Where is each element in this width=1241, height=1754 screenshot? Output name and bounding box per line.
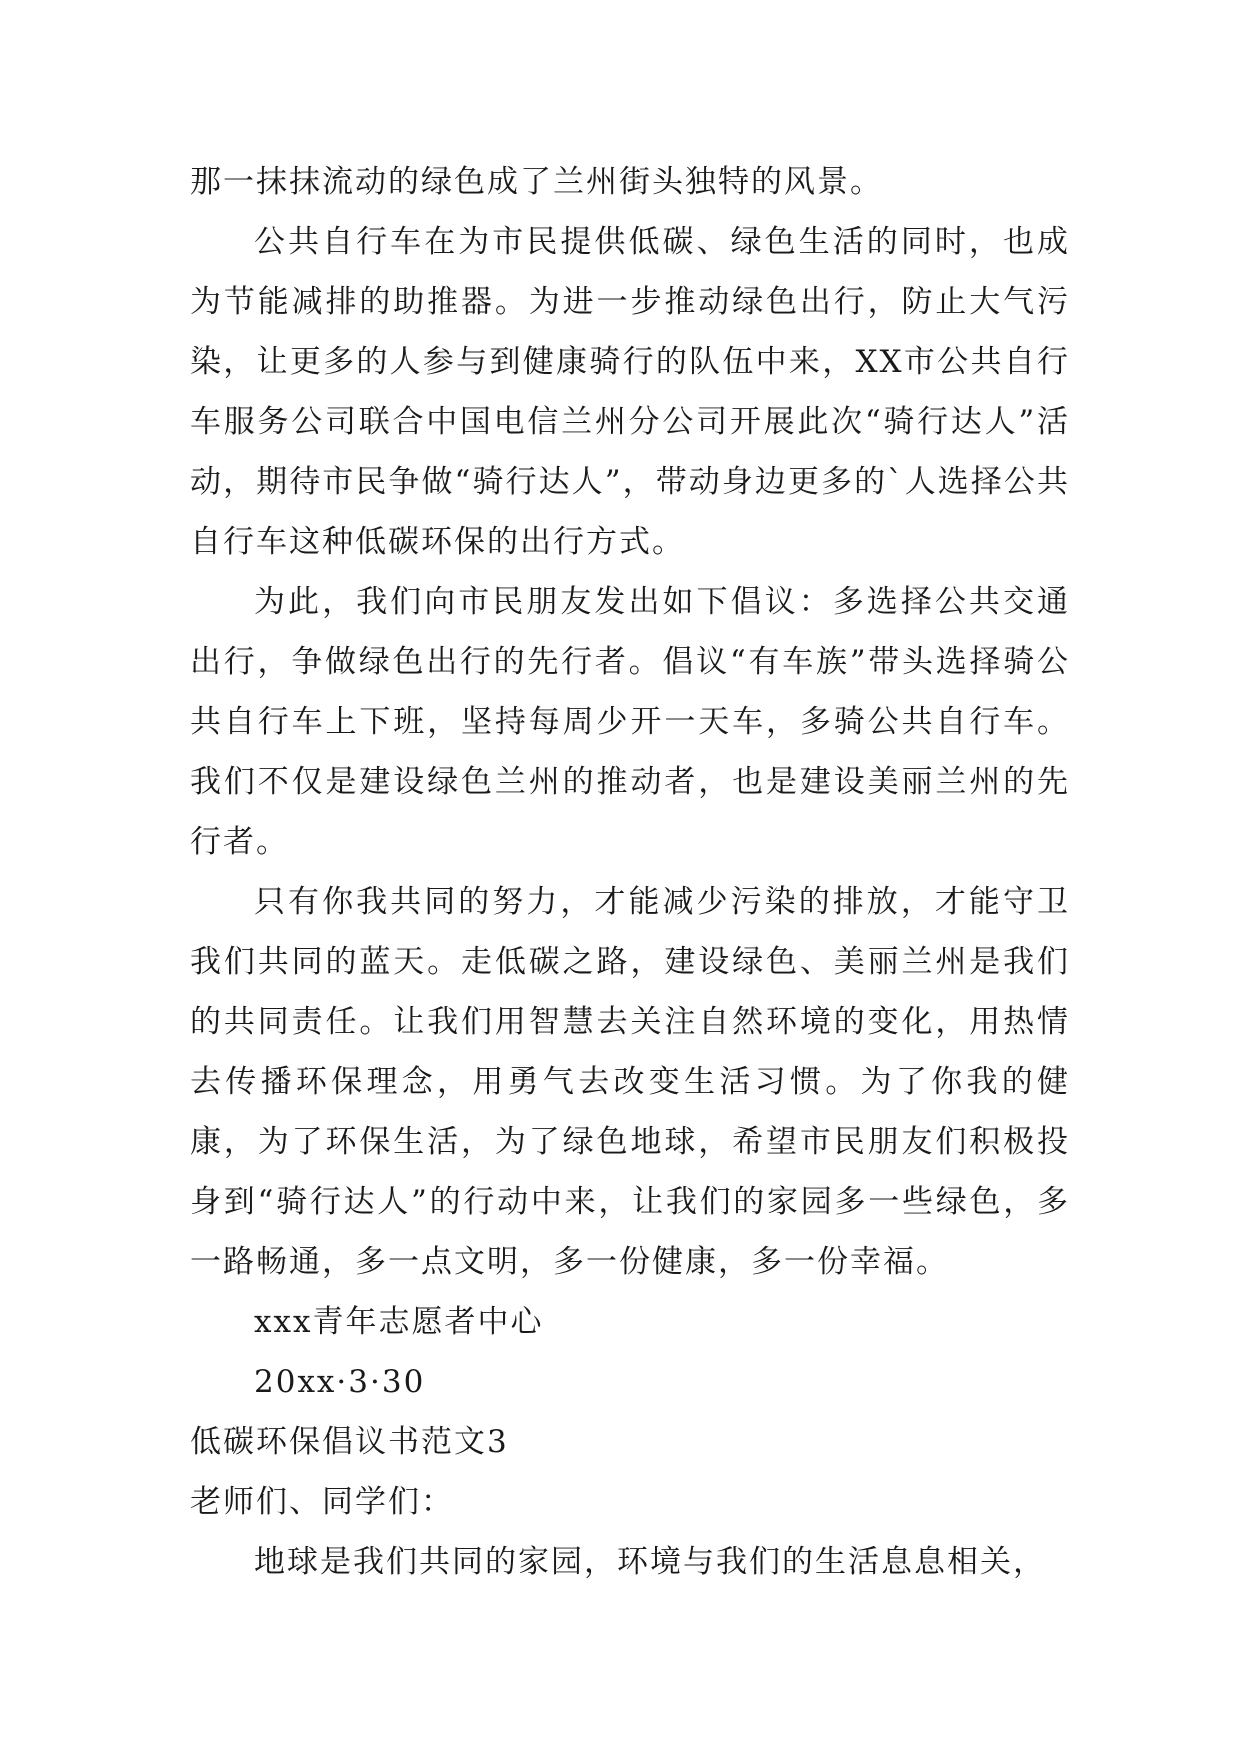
- paragraph-call-to-action: 只有你我共同的努力，才能减少污染的排放，才能守卫我们共同的蓝天。走低碳之路，建设绿色、美丽兰州是我们的共同责任。让我们用智慧去关注自然环境的变化，用热情去传播环保理念，用勇气去改变生活习惯。为了你我的健康，为了环保生活，为了绿色地球，希望市民朋友们积极投身到“骑行达人”的行动中来，让我们的家园多一些绿色，多一路畅通，多一点文明，多一份健康，多一份幸福。: [190, 884, 1070, 1280]
- paragraph-bicycle-service: 公共自行车在为市民提供低碳、绿色生活的同时，也成为节能减排的助推器。为进一步推动绿色出行，防止大气污染，让更多的人参与到健康骑行的队伍中来，XX市公共自行车服务公司联合中国电信兰州分公司开展此次“骑行达人”活动，期待市民争做“骑行达人”，带动身边更多的`人选择公共自行车这种低碳环保的出行方式。: [190, 224, 1070, 560]
- paragraph-continuation: 那一抹抹流动的绿色成了兰州街头独特的风景。: [190, 164, 883, 200]
- section-title: 低碳环保倡议书范文3: [190, 1424, 509, 1460]
- paragraph-earth-home: 地球是我们共同的家园，环境与我们的生活息息相关，: [254, 1544, 1046, 1580]
- paragraph-proposal: 为此，我们向市民朋友发出如下倡议：多选择公共交通出行，争做绿色出行的先行者。倡议“有车族”带头选择骑公共自行车上下班，坚持每周少开一天车，多骑公共自行车。我们不仅是建设绿色兰州的推动者，也是建设美丽兰州的先行者。: [190, 584, 1070, 860]
- signature-date: 20xx·3·30: [254, 1364, 426, 1400]
- document-body: [190, 152, 1070, 1592]
- signature-organization: xxx青年志愿者中心: [254, 1304, 544, 1340]
- salutation: 老师们、同学们：: [190, 1484, 454, 1520]
